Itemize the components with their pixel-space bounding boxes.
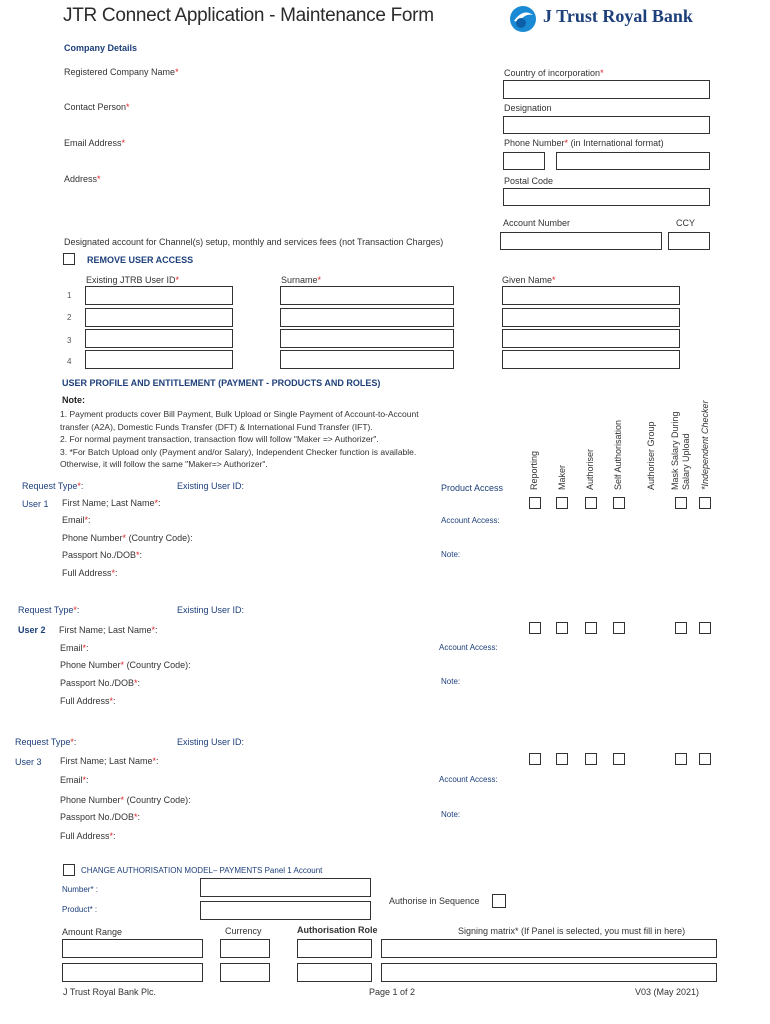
user1-authoriser-checkbox[interactable]: [585, 497, 597, 509]
user3-label: User 3: [15, 757, 42, 767]
user2-mask-salary-checkbox[interactable]: [675, 622, 687, 634]
remove-user-access-checkbox[interactable]: [63, 253, 75, 265]
user1-existing-id-label: Existing User ID:: [177, 481, 245, 491]
user3-account-access-label: Account Access:: [439, 775, 498, 784]
role-header-self-authorisation: Self Authorisation: [613, 419, 623, 490]
currency-field[interactable]: [220, 939, 270, 958]
remove-surname-field[interactable]: [280, 308, 454, 327]
role-header-authoriser-group: Authoriser Group: [646, 421, 656, 490]
user1-request-type-label: Request Type*:: [22, 481, 84, 491]
designation-label: Designation: [504, 103, 552, 113]
amount-range-field[interactable]: [62, 939, 203, 958]
user3-mask-salary-checkbox[interactable]: [675, 753, 687, 765]
amount-range-label: Amount Range: [62, 927, 123, 937]
note-line: Otherwise, it will follow the same "Maker=> Authorizer".: [60, 459, 268, 469]
remove-user-id-field[interactable]: [85, 308, 233, 327]
product-access-label: Product Access: [441, 483, 504, 493]
user1-name-label: First Name; Last Name*:: [62, 498, 161, 508]
role-header-mask-salary: Mask Salary During: [670, 411, 680, 490]
note-line: 1. Payment products cover Bill Payment, Bulk Upload or Single Payment of Account-to-Account: [60, 409, 419, 419]
authorise-in-sequence-checkbox[interactable]: [492, 894, 506, 908]
note-line: 2. For normal payment transaction, transaction flow will follow "Maker => Authorizer".: [60, 434, 379, 444]
change-auth-model-checkbox[interactable]: [63, 864, 75, 876]
designation-field[interactable]: [503, 116, 710, 134]
user3-independent-checker-checkbox[interactable]: [699, 753, 711, 765]
remove-surname-field[interactable]: [280, 286, 454, 305]
note-line: 3. *For Batch Upload only (Payment and/or Salary), Independent Checker function is available.: [60, 446, 417, 457]
user2-authoriser-checkbox[interactable]: [585, 622, 597, 634]
user3-email-label: Email*:: [60, 775, 89, 785]
given-name-label: Given Name*: [502, 275, 556, 285]
user3-reporting-checkbox[interactable]: [529, 753, 541, 765]
account-number-label: Account Number: [503, 218, 571, 228]
change-auth-model-heading: CHANGE AUTHORISATION MODEL– PAYMENTS Panel 1 Account: [81, 866, 323, 875]
phone-country-code-field[interactable]: [503, 152, 545, 170]
role-header-maker: Maker: [557, 464, 567, 490]
panel-number-label: Number* :: [62, 885, 99, 894]
contact-person-label: Contact Person*: [64, 102, 130, 112]
existing-user-id-label: Existing JTRB User ID*: [86, 275, 180, 285]
note-line: transfer (A2A), Domestic Funds Transfer (DFT) & International Fund Transfer (IFT).: [60, 421, 373, 432]
user1-account-access-label: Account Access:: [441, 516, 500, 525]
user1-maker-checkbox[interactable]: [556, 497, 568, 509]
user1-self-auth-checkbox[interactable]: [613, 497, 625, 509]
user2-email-label: Email*:: [60, 643, 89, 653]
remove-user-id-field[interactable]: [85, 286, 233, 305]
signing-matrix-label: Signing matrix* (If Panel is selected, you must fill in here): [458, 926, 686, 936]
remove-given-name-field[interactable]: [502, 329, 680, 348]
amount-range-field[interactable]: [62, 963, 203, 982]
user2-self-auth-checkbox[interactable]: [613, 622, 625, 634]
postal-code-label: Postal Code: [504, 176, 554, 186]
role-header-reporting: Reporting: [529, 450, 539, 490]
email-address-label: Email Address*: [64, 138, 126, 148]
role-header-salary-upload: Salary Upload: [681, 433, 691, 490]
bank-name: J Trust Royal Bank: [543, 6, 693, 26]
user1-label: User 1: [22, 499, 49, 509]
user1-note-label: Note:: [441, 550, 461, 559]
note-list: [60, 408, 419, 471]
user2-note-label: Note:: [441, 677, 461, 686]
country-field[interactable]: [503, 80, 710, 99]
page-title: JTR Connect Application - Maintenance Form: [63, 5, 434, 26]
surname-label: Surname*: [281, 275, 322, 285]
remove-given-name-field[interactable]: [502, 308, 680, 327]
authorisation-role-field[interactable]: [297, 963, 372, 982]
signing-matrix-field[interactable]: [381, 939, 717, 958]
signing-matrix-field[interactable]: [381, 963, 717, 982]
user3-address-label: Full Address*:: [60, 831, 116, 841]
remove-given-name-field[interactable]: [502, 350, 680, 369]
phone-number-field[interactable]: [556, 152, 710, 170]
user1-phone-label: Phone Number* (Country Code):: [62, 533, 193, 543]
user-profile-heading: USER PROFILE AND ENTITLEMENT (PAYMENT - PRODUCTS AND ROLES): [62, 378, 381, 388]
user2-maker-checkbox[interactable]: [556, 622, 568, 634]
user2-independent-checker-checkbox[interactable]: [699, 622, 711, 634]
user2-label: User 2: [18, 625, 46, 635]
user2-request-type-label: Request Type*:: [18, 605, 80, 615]
phone-number-label: Phone Number* (in International format): [504, 138, 664, 148]
user3-authoriser-checkbox[interactable]: [585, 753, 597, 765]
footer-version: V03 (May 2021): [635, 987, 700, 997]
designated-account-label: Designated account for Channel(s) setup, monthly and services fees (not Transaction Charges): [64, 237, 444, 247]
remove-surname-field[interactable]: [280, 329, 454, 348]
user2-phone-label: Phone Number* (Country Code):: [60, 660, 191, 670]
user1-passport-label: Passport No./DOB*:: [62, 550, 143, 560]
company-details-heading: Company Details: [64, 43, 138, 53]
authorise-in-sequence-label: Authorise in Sequence: [389, 896, 480, 906]
currency-field[interactable]: [220, 963, 270, 982]
user2-passport-label: Passport No./DOB*:: [60, 678, 141, 688]
role-header-authoriser: Authoriser: [585, 448, 595, 490]
user1-independent-checker-checkbox[interactable]: [699, 497, 711, 509]
user2-account-access-label: Account Access:: [439, 643, 498, 652]
user2-address-label: Full Address*:: [60, 696, 116, 706]
remove-user-id-field[interactable]: [85, 350, 233, 369]
footer-company: J Trust Royal Bank Plc.: [63, 987, 157, 997]
country-label: Country of incorporation*: [504, 68, 604, 78]
user2-name-label: First Name; Last Name*:: [59, 625, 158, 635]
remove-given-name-field[interactable]: [502, 286, 680, 305]
row-number: 2: [67, 313, 72, 322]
remove-user-access-heading: REMOVE USER ACCESS: [87, 255, 194, 265]
remove-user-id-field[interactable]: [85, 329, 233, 348]
user2-reporting-checkbox[interactable]: [529, 622, 541, 634]
account-number-field[interactable]: [500, 232, 662, 250]
note-label: Note:: [62, 395, 85, 405]
address-label: Address*: [64, 174, 101, 184]
remove-surname-field[interactable]: [280, 350, 454, 369]
user3-name-label: First Name; Last Name*:: [60, 756, 159, 766]
authorisation-role-field[interactable]: [297, 939, 372, 958]
role-header-independent-checker: *Independent Checker: [700, 400, 710, 490]
postal-code-field[interactable]: [503, 188, 710, 206]
user1-mask-salary-checkbox[interactable]: [675, 497, 687, 509]
user1-reporting-checkbox[interactable]: [529, 497, 541, 509]
user1-email-label: Email*:: [62, 515, 91, 525]
bank-logo-icon: [508, 4, 538, 34]
user3-note-label: Note:: [441, 810, 461, 819]
row-number: 4: [67, 357, 72, 366]
user3-maker-checkbox[interactable]: [556, 753, 568, 765]
footer-page-number: Page 1 of 2: [369, 987, 416, 997]
user1-address-label: Full Address*:: [62, 568, 118, 578]
panel-number-field[interactable]: [200, 878, 371, 897]
user3-self-auth-checkbox[interactable]: [613, 753, 625, 765]
user3-request-type-label: Request Type*:: [15, 737, 77, 747]
ccy-label: CCY: [676, 218, 696, 228]
currency-label: Currency: [225, 926, 262, 936]
row-number: 3: [67, 336, 72, 345]
panel-product-label: Product* :: [62, 905, 98, 914]
panel-product-field[interactable]: [200, 901, 371, 920]
authorisation-role-label: Authorisation Role: [297, 925, 378, 935]
user3-existing-id-label: Existing User ID:: [177, 737, 245, 747]
ccy-field[interactable]: [668, 232, 710, 250]
user3-passport-label: Passport No./DOB*:: [60, 812, 141, 822]
user3-phone-label: Phone Number* (Country Code):: [60, 795, 191, 805]
registered-company-label: Registered Company Name*: [64, 67, 179, 77]
row-number: 1: [67, 291, 72, 300]
user2-existing-id-label: Existing User ID:: [177, 605, 245, 615]
